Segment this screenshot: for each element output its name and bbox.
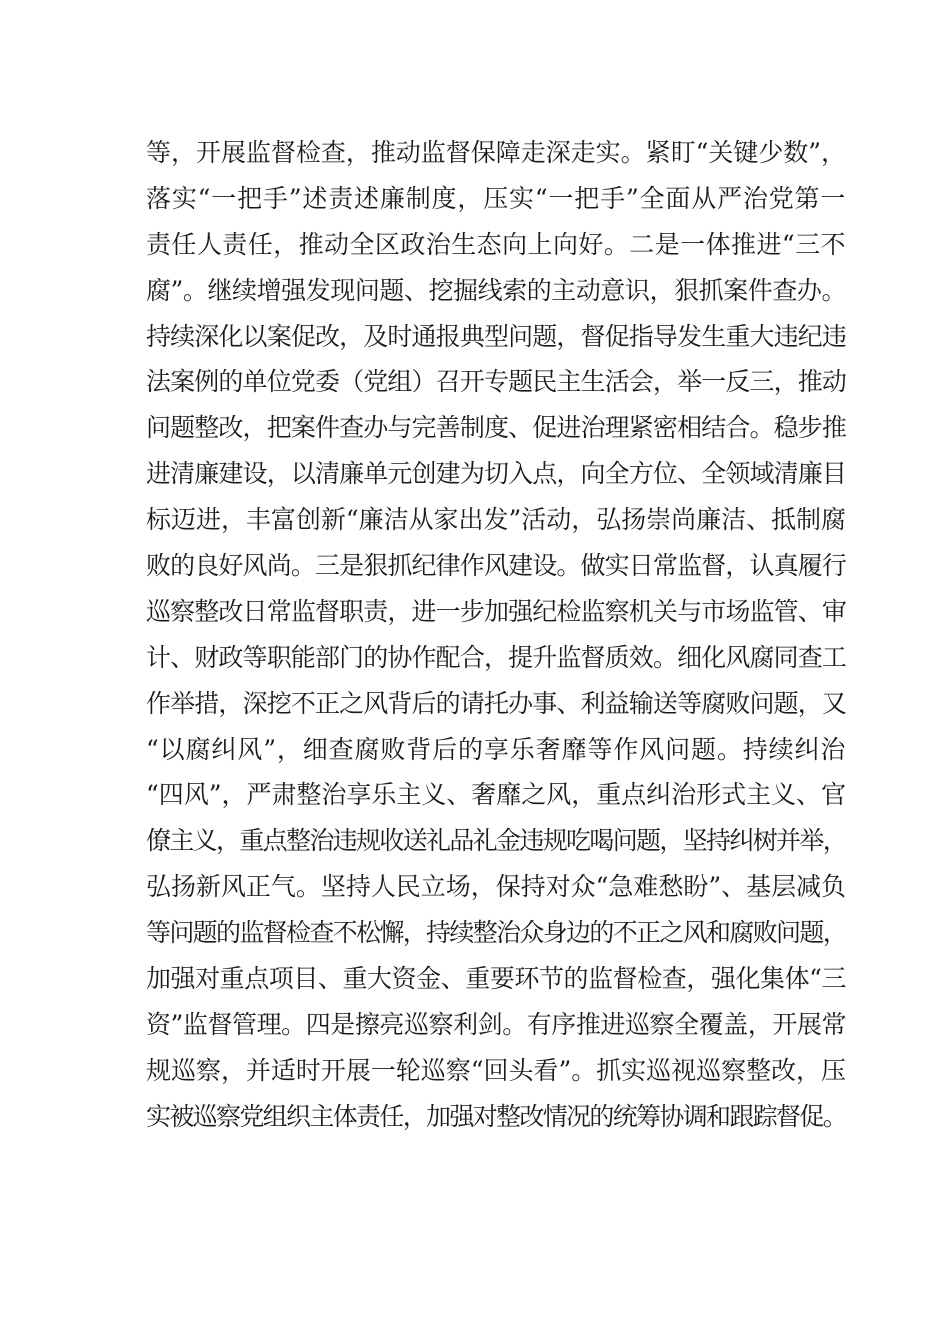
text-line: 等，开展监督检查，推动监督保障走深走实。紧盯“关键少数”，: [146, 138, 846, 167]
text-line: 落实“一把手”述责述廉制度，压实“一把手”全面从严治党第一: [146, 183, 846, 213]
text-line: 等问题的监督检查不松懈，持续整治众身边的不正之风和腐败问题，: [146, 918, 846, 948]
text-line: 作举措，深挖不正之风背后的请托办事、利益输送等腐败问题，又: [146, 688, 846, 718]
text-line: 资”监督管理。四是擦亮巡察利剑。有序推进巡察全覆盖，开展常: [146, 1009, 846, 1039]
text-line: 僚主义，重点整治违规收送礼品礼金违规吃喝问题，坚持纠树并举，: [146, 826, 846, 856]
text-line: 腐”。继续增强发现问题、挖掘线索的主动意识，狠抓案件查办。: [146, 275, 846, 305]
text-line: 加强对重点项目、重大资金、重要环节的监督检查，强化集体“三: [146, 964, 846, 994]
text-line: 弘扬新风正气。坚持人民立场，保持对众“急难愁盼”、基层减负: [146, 872, 846, 902]
text-line: “四风”，严肃整治享乐主义、奢靡之风，重点纠治形式主义、官: [146, 780, 846, 810]
text-line: 持续深化以案促改，及时通报典型问题，督促指导发生重大违纪违: [146, 321, 846, 351]
text-line: 标迈进，丰富创新“廉洁从家出发”活动，弘扬崇尚廉洁、抵制腐: [146, 505, 846, 535]
text-line: 问题整改，把案件查办与完善制度、促进治理紧密相结合。稳步推: [146, 413, 846, 443]
body-paragraph: [146, 130, 846, 1140]
text-line: “以腐纠风”，细查腐败背后的享乐奢靡等作风问题。持续纠治: [146, 734, 846, 764]
text-line: 实被巡察党组织主体责任，加强对整改情况的统筹协调和跟踪督促。: [146, 1101, 846, 1131]
text-line: 巡察整改日常监督职责，进一步加强纪检监察机关与市场监管、审: [146, 596, 846, 626]
text-line: 计、财政等职能部门的协作配合，提升监督质效。细化风腐同查工: [146, 642, 846, 672]
text-line: 败的良好风尚。三是狠抓纪律作风建设。做实日常监督，认真履行: [146, 551, 846, 581]
text-line: 进清廉建设，以清廉单元创建为切入点，向全方位、全领域清廉目: [146, 459, 846, 489]
text-line: 法案例的单位党委（党组）召开专题民主生活会，举一反三，推动: [146, 367, 846, 397]
text-line: 责任人责任，推动全区政治生态向上向好。二是一体推进“三不: [146, 229, 846, 259]
text-line: 规巡察，并适时开展一轮巡察“回头看”。抓实巡视巡察整改，压: [146, 1055, 846, 1085]
